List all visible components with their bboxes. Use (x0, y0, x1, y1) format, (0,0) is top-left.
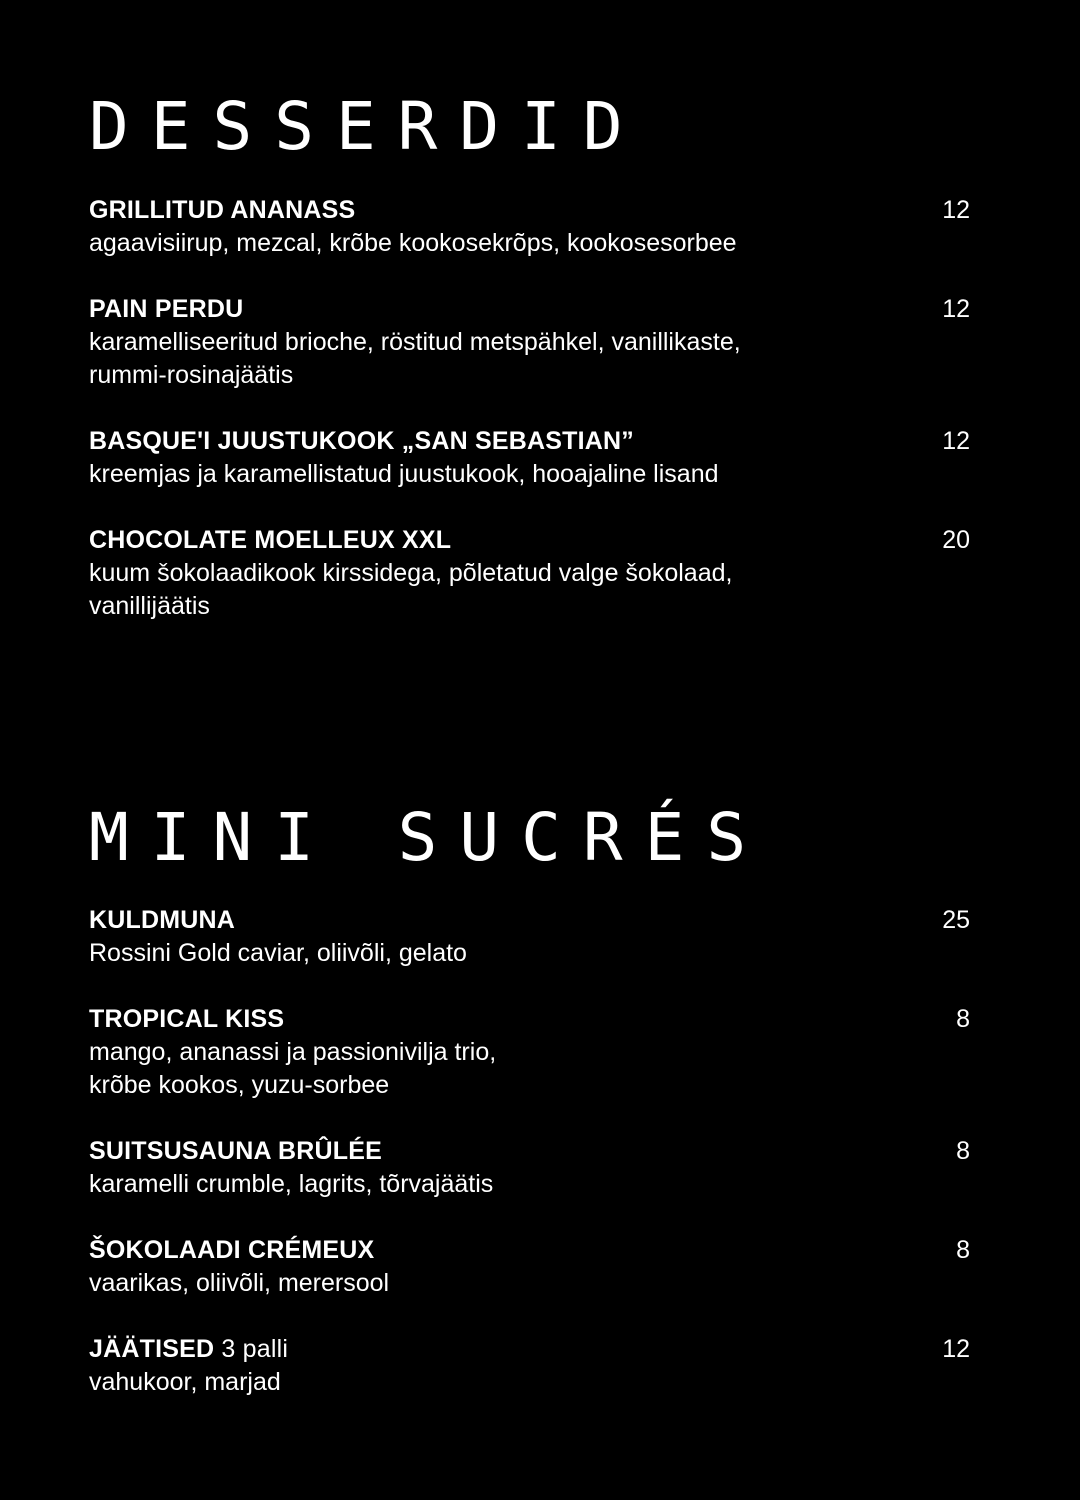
item-description: karamelli crumble, lagrits, tõrvajäätis (89, 1170, 494, 1198)
menu-item (89, 524, 970, 623)
item-name: CHOCOLATE MOELLEUX XXL (89, 526, 452, 554)
item-name: SUITSUSAUNA BRÛLÉE (89, 1137, 382, 1165)
item-description: krõbe kookos, yuzu-sorbee (89, 1071, 390, 1099)
section-desserdid (89, 88, 970, 656)
item-description: kreemjas ja karamellistatud juustukook, hooajaline lisand (89, 460, 719, 488)
item-description: Rossini Gold caviar, oliivõli, gelato (89, 939, 467, 967)
item-price: 8 (956, 1137, 970, 1165)
item-name: BASQUE'I JUUSTUKOOK „SAN SEBASTIAN” (89, 427, 634, 455)
section-title: MINI SUCRÉS (89, 799, 769, 876)
menu-item (89, 904, 970, 970)
menu-item (89, 1333, 970, 1399)
item-price: 12 (942, 295, 970, 323)
item-price: 8 (956, 1005, 970, 1033)
item-name-suffix: 3 palli (214, 1335, 289, 1363)
menu-item (89, 1234, 970, 1300)
item-description: vanillijäätis (89, 592, 210, 620)
item-description: karamelliseeritud brioche, röstitud metspähkel, vanillikaste, (89, 328, 741, 356)
menu-item (89, 425, 970, 491)
item-name: KULDMUNA (89, 906, 236, 934)
menu-item (89, 1135, 970, 1201)
item-name: TROPICAL KISS (89, 1005, 285, 1033)
menu-item (89, 194, 970, 260)
section-title: DESSERDID (89, 88, 645, 165)
item-description: agaavisiirup, mezcal, krõbe kookosekrõps, kookosesorbee (89, 229, 737, 257)
item-name: PAIN PERDU (89, 295, 244, 323)
menu-item (89, 293, 970, 392)
item-price: 12 (942, 427, 970, 455)
item-name-text: JÄÄTISED (89, 1335, 215, 1363)
item-name (89, 1333, 288, 1366)
item-price: 12 (942, 196, 970, 224)
item-price: 25 (942, 906, 970, 934)
item-description: vaarikas, oliivõli, merersool (89, 1269, 390, 1297)
item-price: 20 (942, 526, 970, 554)
item-description: kuum šokolaadikook kirssidega, põletatud valge šokolaad, (89, 559, 733, 587)
item-price: 12 (942, 1335, 970, 1363)
item-name: GRILLITUD ANANASS (89, 196, 356, 224)
item-name: ŠOKOLAADI CRÉMEUX (89, 1236, 375, 1264)
item-description: rummi-rosinajäätis (89, 361, 294, 389)
item-price: 8 (956, 1236, 970, 1264)
section-mini-sucres (89, 799, 970, 1432)
item-description: vahukoor, marjad (89, 1368, 281, 1396)
item-description: mango, ananassi ja passionivilja trio, (89, 1038, 497, 1066)
menu-item (89, 1003, 970, 1102)
